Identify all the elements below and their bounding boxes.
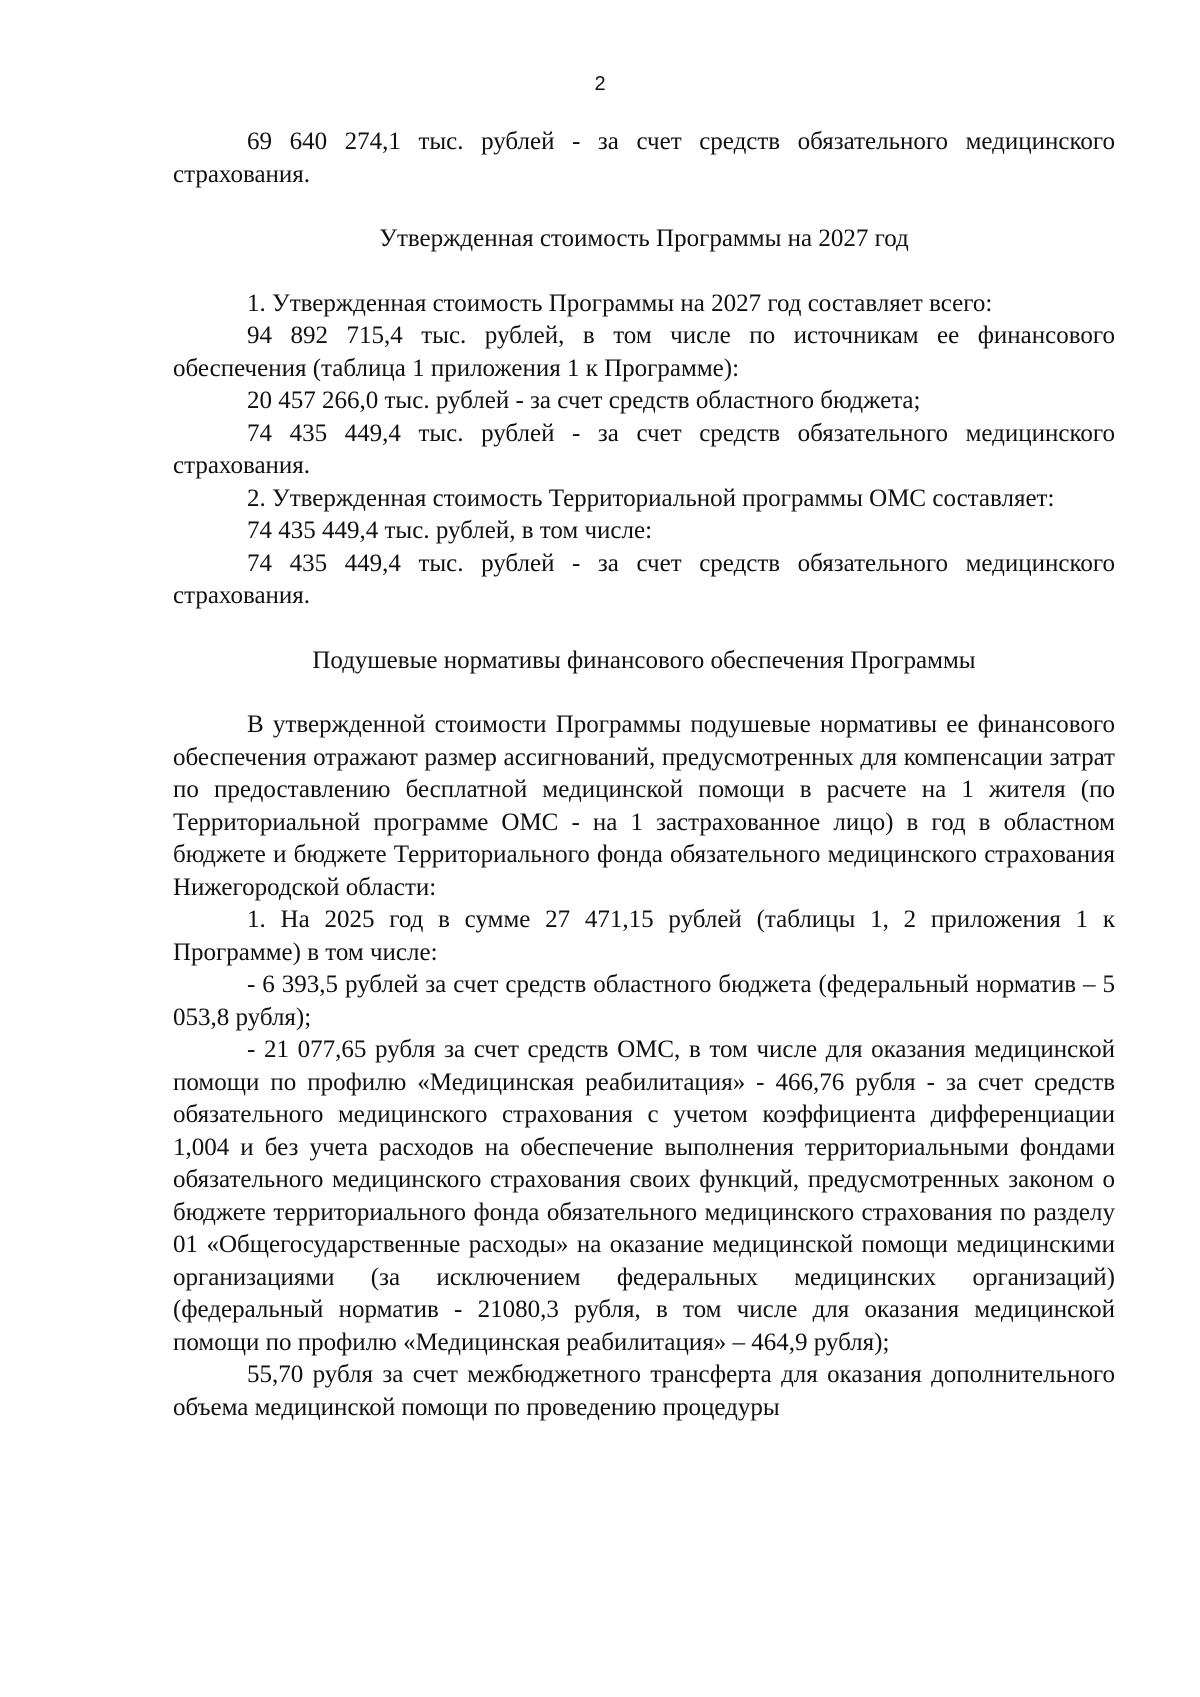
paragraph: 74 435 449,4 тыс. рублей - за счет средств обязательного медицинского страхования.: [173, 549, 1115, 609]
paragraph: В утвержденной стоимости Программы подушевые нормативы ее финансового обеспечения отражают размер ассигнований, предусмотренных для компенсации затрат по предоставлению бесплатной медицинской помощи в расчете на 1 жителя (по Территориальной программе ОМС - на 1 застрахованное лицо) в год в областном бюджете и бюджете Территориального фонда обязательного медицинского страхования Нижегородской области:: [173, 711, 1115, 901]
paragraph: 94 892 715,4 тыс. рублей, в том числе по источникам ее финансового обеспечения (таблица 1 приложения 1 к Программе):: [173, 322, 1115, 382]
paragraph: 69 640 274,1 тыс. рублей - за счет средств обязательного медицинского страхования.: [173, 128, 1115, 188]
paragraph: 20 457 266,0 тыс. рублей - за счет средств областного бюджета;: [247, 387, 921, 414]
section-heading: Подушевые нормативы финансового обеспечения Программы: [312, 646, 976, 674]
paragraph: 1. Утвержденная стоимость Программы на 2027 год составляет всего:: [247, 289, 993, 317]
paragraph: 74 435 449,4 тыс. рублей, в том числе:: [247, 517, 653, 544]
paragraph: - 21 077,65 рубля за счет средств ОМС, в том числе для оказания медицинской помощи по профилю «Медицинская реабилитация» - 466,76 рубля - за счет средств обязательного медицинского страхования с учетом коэффициента дифференциации 1,004 и без учета расходов на обеспечение выполнения территориальными фондами обязательного медицинского страхования своих функций, предусмотренных законом о бюджете территориального фонда обязательного медицинского страхования по разделу 01 «Общегосударственные расходы» на оказание медицинской помощи медицинскими организациями (за исключением федеральных медицинских организаций) (федеральный норматив - 21080,3 рубля, в том числе для оказания медицинской помощи по профилю «Медицинская реабилитация» – 464,9 рубля);: [173, 1036, 1115, 1356]
paragraph: 2. Утвержденная стоимость Территориальной программы ОМС составляет:: [247, 484, 1055, 512]
page-number: 2: [594, 73, 606, 95]
paragraph: 74 435 449,4 тыс. рублей - за счет средств обязательного медицинского страхования.: [173, 419, 1115, 479]
paragraph: 1. На 2025 год в сумме 27 471,15 рублей (таблицы 1, 2 приложения 1 к Программе) в том числе:: [173, 906, 1115, 966]
paragraph: - 6 393,5 рублей за счет средств областного бюджета (федеральный норматив – 5 053,8 рубля);: [173, 971, 1115, 1031]
paragraph: 55,70 рубля за счет межбюджетного трансферта для оказания дополнительного объема медицинской помощи по проведению процедуры: [173, 1361, 1115, 1421]
section-heading: Утвержденная стоимость Программы на 2027 год: [379, 225, 909, 252]
document-body: [173, 126, 1115, 1424]
